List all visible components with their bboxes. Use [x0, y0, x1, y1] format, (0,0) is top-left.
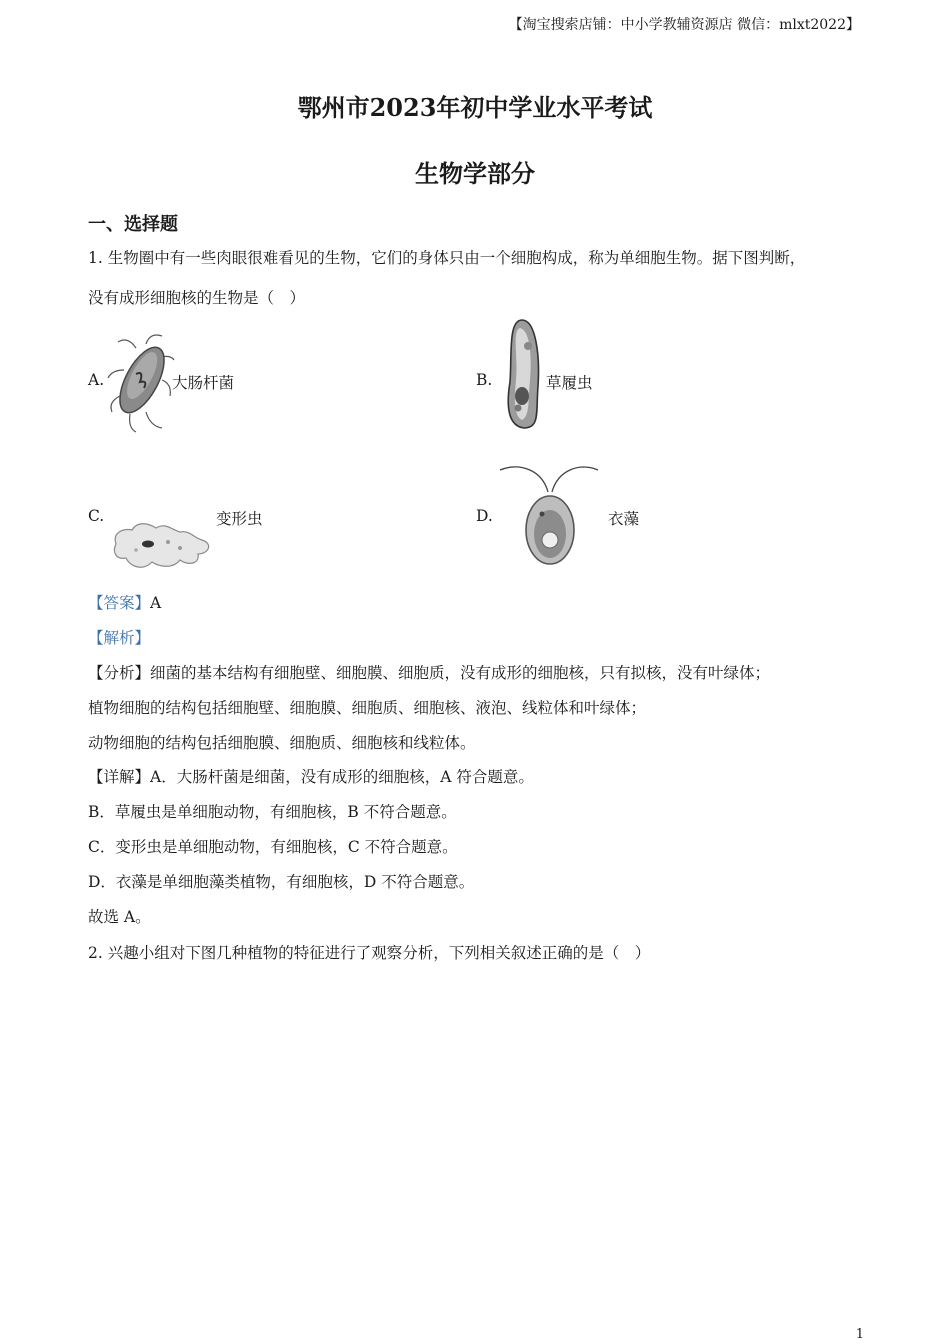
question-1-stem-line1: 1. 生物圈中有一些肉眼很难看见的生物，它们的身体只由一个细胞构成，称为单细胞生物。据下图判断， — [88, 249, 806, 267]
amoeba-icon — [110, 514, 214, 574]
option-c-name: 变形虫 — [216, 510, 263, 528]
answer-line — [88, 591, 161, 613]
question-1-stem-line2: 没有成形细胞核的生物是（ ） — [88, 289, 306, 307]
option-a-letter: A. — [88, 371, 105, 389]
analysis-line: 【分析】细菌的基本结构有细胞壁、细胞膜、细胞质，没有成形的细胞核，只有拟核，没有叶绿体； — [88, 664, 771, 682]
option-d-name: 衣藻 — [608, 510, 640, 528]
analysis-line: 故选 A。 — [88, 908, 151, 926]
chlamydomonas-icon — [498, 458, 602, 568]
option-d-letter: D. — [476, 507, 493, 525]
analysis-line: B．草履虫是单细胞动物，有细胞核，B 不符合题意。 — [88, 803, 457, 821]
option-b-name: 草履虫 — [546, 374, 593, 392]
option-a-name: 大肠杆菌 — [172, 374, 235, 392]
header-note: 【淘宝搜索店铺：中小学教辅资源店 微信：mlxt2022】 — [508, 17, 860, 33]
analysis-line: C．变形虫是单细胞动物，有细胞核，C 不符合题意。 — [88, 838, 458, 856]
answer-tag: 【答案】 — [88, 594, 151, 612]
option-c-letter: C. — [88, 507, 105, 525]
analysis-line: 植物细胞的结构包括细胞壁、细胞膜、细胞质、细胞核、液泡、线粒体和叶绿体； — [88, 699, 647, 717]
section-heading: 一、选择题 — [88, 214, 178, 235]
page-subtitle: 生物学部分 — [415, 159, 535, 188]
analysis-line: 动物细胞的结构包括细胞膜、细胞质、细胞核和线粒体。 — [88, 734, 476, 752]
option-b-letter: B. — [476, 371, 493, 389]
e-coli-icon — [106, 330, 178, 434]
analysis-tag: 【解析】 — [88, 629, 151, 647]
question-2-stem: 2. 兴趣小组对下图几种植物的特征进行了观察分析，下列相关叙述正确的是（ ） — [88, 944, 651, 962]
answer-value: A — [150, 594, 162, 612]
paramecium-icon — [500, 316, 548, 432]
page-number: 1 — [855, 1327, 864, 1342]
analysis-line: 【详解】A．大肠杆菌是细菌，没有成形的细胞核，A 符合题意。 — [88, 768, 534, 786]
page-title: 鄂州市2023年初中学业水平考试 — [297, 93, 653, 122]
analysis-line: D．衣藻是单细胞藻类植物，有细胞核，D 不符合题意。 — [88, 873, 475, 891]
